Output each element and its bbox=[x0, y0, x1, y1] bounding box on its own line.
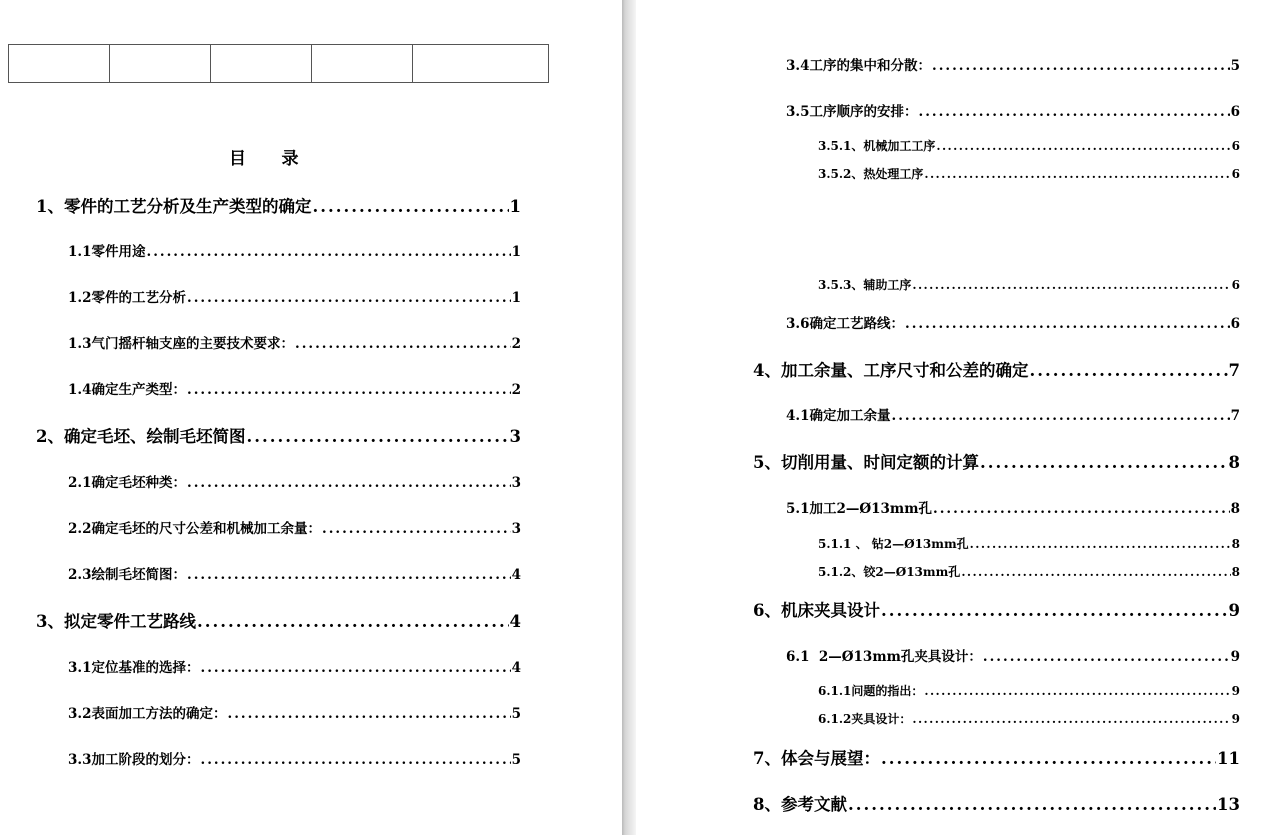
header-table-cell bbox=[211, 45, 312, 83]
toc-page-number: 4 bbox=[511, 660, 521, 676]
toc-leader-dots bbox=[201, 752, 511, 768]
toc-leader-dots bbox=[201, 660, 511, 676]
toc-entry-text: 1.2零件的工艺分析 bbox=[68, 290, 186, 306]
toc-leader-dots bbox=[1029, 361, 1227, 380]
document-page-left bbox=[0, 0, 622, 835]
toc-entry[interactable] bbox=[786, 404, 1240, 424]
toc-entry[interactable] bbox=[786, 645, 1240, 665]
toc-entry-text: 3.5.1、机械加工工序 bbox=[818, 139, 936, 153]
toc-leader-dots bbox=[187, 382, 511, 398]
toc-entry[interactable] bbox=[818, 535, 1240, 553]
toc-entry[interactable] bbox=[68, 656, 521, 676]
toc-entry-text: 1、零件的工艺分析及生产类型的确定 bbox=[36, 197, 312, 216]
toc-entry-text: 3.2表面加工方法的确定： bbox=[68, 706, 227, 722]
toc-entry[interactable] bbox=[68, 748, 521, 768]
toc-leader-dots bbox=[295, 336, 511, 352]
toc-leader-dots bbox=[924, 684, 1230, 698]
toc-page-number: 6 bbox=[1231, 139, 1240, 153]
toc-leader-dots bbox=[228, 706, 511, 722]
toc-leader-dots bbox=[932, 58, 1230, 74]
header-table-cell bbox=[110, 45, 211, 83]
toc-title: 目 录 bbox=[229, 149, 299, 169]
toc-entry-text: 1.1零件用途 bbox=[68, 244, 146, 260]
toc-page-number: 7 bbox=[1230, 408, 1240, 424]
toc-page-number: 6 bbox=[1231, 278, 1240, 292]
toc-page-number: 8 bbox=[1228, 453, 1240, 472]
toc-page-number: 8 bbox=[1231, 565, 1240, 579]
toc-entry[interactable] bbox=[786, 100, 1240, 120]
toc-entry-text: 2.2确定毛坯的尺寸公差和机械加工余量： bbox=[68, 521, 321, 537]
toc-entry[interactable] bbox=[786, 312, 1240, 332]
toc-leader-dots bbox=[881, 601, 1228, 620]
toc-page-number: 9 bbox=[1231, 712, 1240, 726]
toc-leader-dots bbox=[924, 167, 1230, 181]
toc-entry-text: 5、切削用量、时间定额的计算 bbox=[753, 453, 979, 472]
toc-entry[interactable] bbox=[753, 357, 1240, 381]
toc-entry[interactable] bbox=[786, 497, 1240, 517]
toc-entry-text: 5.1加工2—Ø13mm孔 bbox=[786, 501, 932, 517]
toc-page-number: 9 bbox=[1228, 601, 1240, 620]
toc-page-number: 1 bbox=[511, 244, 521, 260]
toc-leader-dots bbox=[983, 649, 1230, 665]
toc-entry[interactable] bbox=[753, 791, 1240, 815]
toc-page-number: 1 bbox=[511, 290, 521, 306]
toc-entry[interactable] bbox=[36, 193, 521, 217]
toc-page-number: 1 bbox=[509, 197, 521, 216]
toc-page-number: 9 bbox=[1231, 684, 1240, 698]
toc-entry[interactable] bbox=[818, 710, 1240, 728]
toc-entry[interactable] bbox=[818, 563, 1240, 581]
toc-page-number: 3 bbox=[511, 475, 521, 491]
header-table-cell bbox=[9, 45, 110, 83]
toc-page-number: 5 bbox=[1230, 58, 1240, 74]
document-page-right bbox=[636, 0, 1270, 835]
toc-entry[interactable] bbox=[786, 54, 1240, 74]
toc-entry[interactable] bbox=[68, 563, 521, 583]
toc-entry-text: 3.5.3、辅助工序 bbox=[818, 278, 912, 292]
toc-page-number: 3 bbox=[509, 427, 521, 446]
toc-entry[interactable] bbox=[753, 597, 1240, 621]
toc-leader-dots bbox=[933, 501, 1230, 517]
toc-entry-text: 3.4工序的集中和分散： bbox=[786, 58, 931, 74]
toc-leader-dots bbox=[187, 567, 511, 583]
toc-entry-text: 5.1.2、铰2—Ø13mm孔 bbox=[818, 565, 961, 579]
toc-entry-text: 3.6确定工艺路线： bbox=[786, 316, 904, 332]
toc-leader-dots bbox=[905, 316, 1230, 332]
toc-page-number: 5 bbox=[511, 752, 521, 768]
toc-entry[interactable] bbox=[818, 276, 1240, 294]
toc-leader-dots bbox=[892, 408, 1230, 424]
toc-page-number: 2 bbox=[511, 382, 521, 398]
toc-entry-text: 2.3绘制毛坯简图： bbox=[68, 567, 186, 583]
toc-entry-text: 2、确定毛坯、绘制毛坯简图 bbox=[36, 427, 246, 446]
toc-entry-text: 3.5.2、热处理工序 bbox=[818, 167, 924, 181]
toc-entry-text: 6.1 2—Ø13mm孔夹具设计： bbox=[786, 649, 982, 665]
toc-entry-text: 1.4确定生产类型： bbox=[68, 382, 186, 398]
toc-entry-text: 6、机床夹具设计 bbox=[753, 601, 880, 620]
toc-entry-text: 3.1定位基准的选择： bbox=[68, 660, 200, 676]
page-gutter bbox=[622, 0, 636, 835]
toc-entry[interactable] bbox=[68, 471, 521, 491]
toc-entry[interactable] bbox=[68, 378, 521, 398]
toc-entry[interactable] bbox=[753, 745, 1240, 769]
toc-entry[interactable] bbox=[818, 682, 1240, 700]
toc-leader-dots bbox=[848, 795, 1216, 814]
toc-entry[interactable] bbox=[36, 423, 521, 447]
toc-entry-text: 1.3气门摇杆轴支座的主要技术要求： bbox=[68, 336, 294, 352]
toc-page-number: 8 bbox=[1231, 537, 1240, 551]
toc-leader-dots bbox=[936, 139, 1230, 153]
toc-page-number: 4 bbox=[511, 567, 521, 583]
toc-entry-text: 4.1确定加工余量 bbox=[786, 408, 891, 424]
toc-entry-text: 3.5工序顺序的安排： bbox=[786, 104, 918, 120]
toc-entry[interactable] bbox=[818, 137, 1240, 155]
toc-leader-dots bbox=[147, 244, 511, 260]
toc-page-number: 9 bbox=[1230, 649, 1240, 665]
toc-entry[interactable] bbox=[753, 449, 1240, 473]
toc-leader-dots bbox=[970, 537, 1231, 551]
toc-leader-dots bbox=[246, 427, 508, 446]
toc-page-number: 11 bbox=[1217, 749, 1240, 768]
toc-entry-text: 4、加工余量、工序尺寸和公差的确定 bbox=[753, 361, 1029, 380]
toc-leader-dots bbox=[322, 521, 511, 537]
toc-entry[interactable] bbox=[36, 608, 521, 632]
toc-entry-text: 3.3加工阶段的划分： bbox=[68, 752, 200, 768]
toc-entry-text: 7、体会与展望： bbox=[753, 749, 880, 768]
toc-page-number: 5 bbox=[511, 706, 521, 722]
toc-entry[interactable] bbox=[68, 332, 521, 352]
toc-leader-dots bbox=[980, 453, 1228, 472]
toc-page-number: 3 bbox=[511, 521, 521, 537]
toc-entry[interactable] bbox=[68, 702, 521, 722]
header-table bbox=[8, 44, 549, 83]
toc-entry[interactable] bbox=[68, 286, 521, 306]
toc-entry[interactable] bbox=[68, 517, 521, 537]
toc-entry-text: 6.1.1问题的指出： bbox=[818, 684, 924, 698]
toc-leader-dots bbox=[961, 565, 1230, 579]
header-table-cell bbox=[312, 45, 413, 83]
toc-page-number: 4 bbox=[509, 612, 521, 631]
toc-leader-dots bbox=[912, 712, 1230, 726]
toc-leader-dots bbox=[919, 104, 1230, 120]
toc-page-number: 8 bbox=[1230, 501, 1240, 517]
toc-page-number: 7 bbox=[1228, 361, 1240, 380]
toc-entry[interactable] bbox=[68, 240, 521, 260]
toc-leader-dots bbox=[197, 612, 509, 631]
header-table-cell bbox=[413, 45, 549, 83]
toc-page-number: 6 bbox=[1231, 167, 1240, 181]
toc-leader-dots bbox=[912, 278, 1230, 292]
toc-entry[interactable] bbox=[818, 165, 1240, 183]
toc-page-number: 6 bbox=[1230, 316, 1240, 332]
toc-entry-text: 3、拟定零件工艺路线 bbox=[36, 612, 196, 631]
toc-page-number: 2 bbox=[511, 336, 521, 352]
toc-entry-text: 5.1.1 、 钻2—Ø13mm孔 bbox=[818, 537, 969, 551]
toc-entry-text: 8、参考文献 bbox=[753, 795, 847, 814]
toc-page-number: 6 bbox=[1230, 104, 1240, 120]
toc-leader-dots bbox=[312, 197, 508, 216]
toc-leader-dots bbox=[187, 290, 511, 306]
toc-leader-dots bbox=[881, 749, 1216, 768]
toc-entry-text: 2.1确定毛坯种类： bbox=[68, 475, 186, 491]
toc-page-number: 13 bbox=[1217, 795, 1240, 814]
toc-leader-dots bbox=[187, 475, 511, 491]
toc-entry-text: 6.1.2夹具设计： bbox=[818, 712, 912, 726]
